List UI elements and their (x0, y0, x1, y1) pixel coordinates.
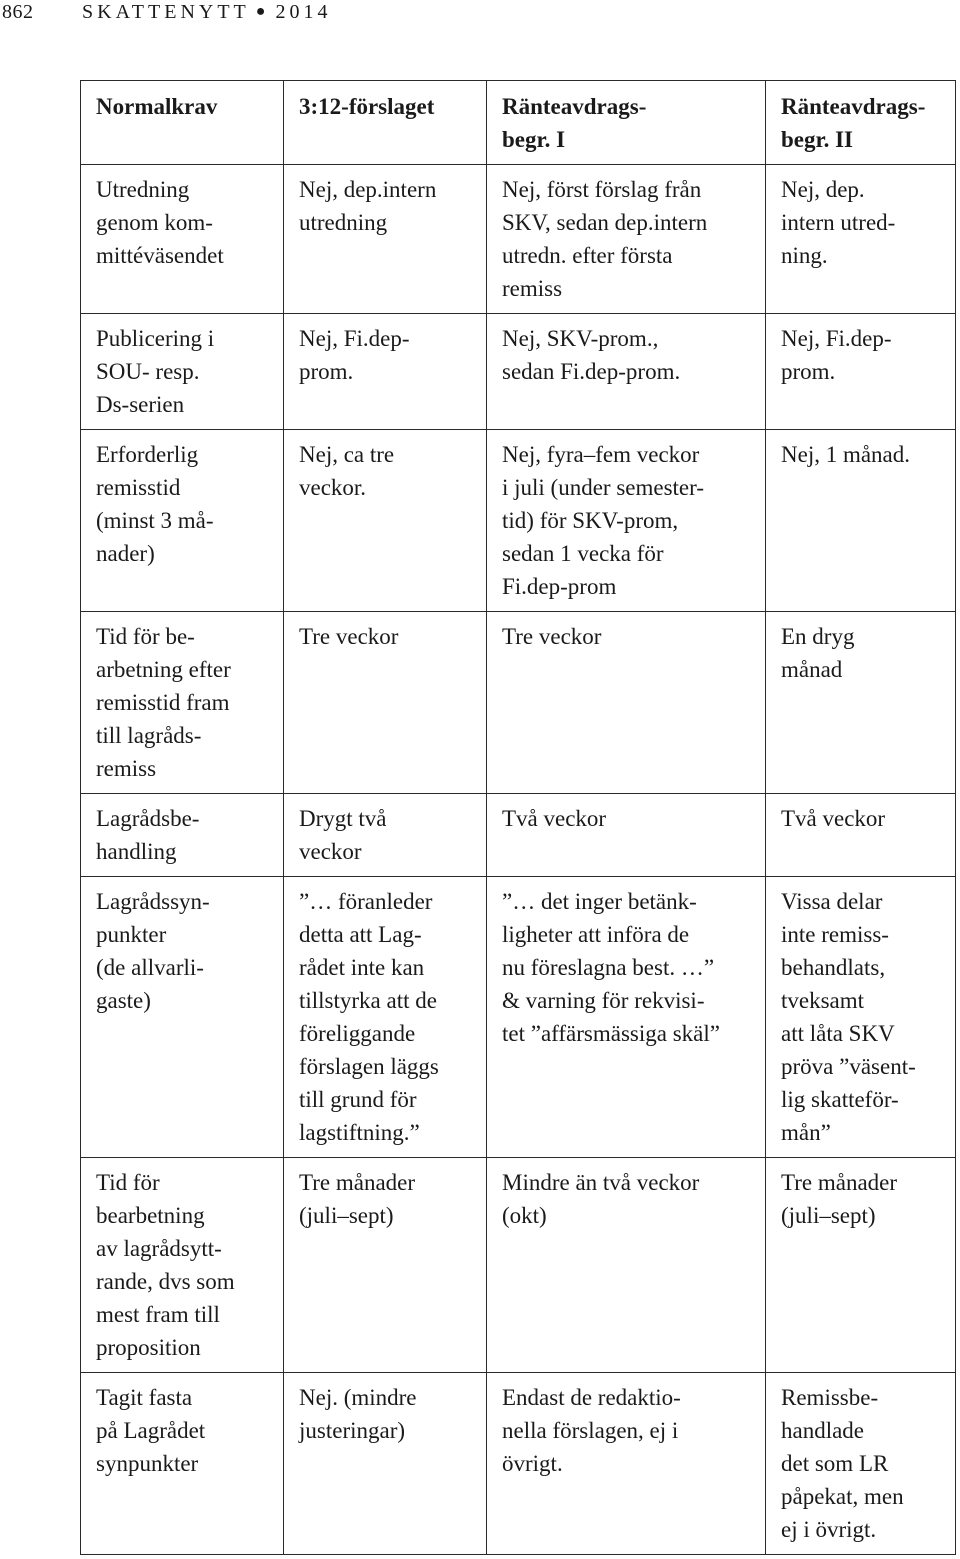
table-cell: Tre månader (juli–sept) (284, 1158, 487, 1373)
table-row (81, 165, 956, 314)
journal-year: 2014 (275, 1, 332, 23)
table-cell: Nej, dep. intern utred- ning. (766, 165, 956, 314)
row-requirement-cell: Tid för bearbetning av lagrådsytt- rande, dvs som mest fram till proposition (81, 1158, 284, 1373)
journal-title: SKATTENYTT (82, 1, 250, 23)
table-cell: Vissa delar inte remiss- behandlats, tveksamt att låta SKV pröva ”väsent- lig skatteför- mån” (766, 877, 956, 1158)
row-requirement-cell: Lagrådssyn- punkter (de allvarli- gaste) (81, 877, 284, 1158)
table-cell: Nej, dep.intern utredning (284, 165, 487, 314)
table-cell: Nej, ca tre veckor. (284, 430, 487, 612)
table-cell: ”… föranleder detta att Lag- rådet inte kan tillstyrka att de föreliggande förslagen läggs till grund för lagstiftning.” (284, 877, 487, 1158)
column-header: Normalkrav (81, 81, 284, 165)
row-requirement-cell: Publicering i SOU- resp. Ds-serien (81, 314, 284, 430)
table-cell: Nej, först förslag från SKV, sedan dep.intern utredn. efter första remiss (487, 165, 766, 314)
table-cell: ”… det inger betänk- ligheter att införa de nu föreslagna best. …” & varning för rekvisi- tet ”affärsmässiga skäl” (487, 877, 766, 1158)
row-requirement-cell: Erforderlig remisstid (minst 3 må- nader) (81, 430, 284, 612)
row-requirement-cell: Lagrådsbe- handling (81, 794, 284, 877)
bullet-separator-icon: ● (255, 3, 266, 20)
page-number: 862 (2, 1, 34, 23)
row-requirement-cell: Tid för be- arbetning efter remisstid fram till lagråds- remiss (81, 612, 284, 794)
table-cell: Nej, Fi.dep- prom. (284, 314, 487, 430)
column-header: Ränteavdrags- begr. I (487, 81, 766, 165)
table-cell: Två veckor (487, 794, 766, 877)
table-cell: Två veckor (766, 794, 956, 877)
row-requirement-cell: Tagit fasta på Lagrådet synpunkter (81, 1373, 284, 1555)
table-cell: Nej. (mindre justeringar) (284, 1373, 487, 1555)
table-row (81, 430, 956, 612)
table-cell: Drygt två veckor (284, 794, 487, 877)
table-row (81, 877, 956, 1158)
table-row (81, 314, 956, 430)
table-cell: Nej, fyra–fem veckor i juli (under semester- tid) för SKV-prom, sedan 1 vecka för Fi.dep-prom (487, 430, 766, 612)
table-cell: En dryg månad (766, 612, 956, 794)
table-cell: Tre månader (juli–sept) (766, 1158, 956, 1373)
table-cell: Nej, 1 månad. (766, 430, 956, 612)
table-cell: Mindre än två veckor (okt) (487, 1158, 766, 1373)
table-cell: Nej, SKV-prom., sedan Fi.dep-prom. (487, 314, 766, 430)
table-cell: Tre veckor (284, 612, 487, 794)
column-header: 3:12-förslaget (284, 81, 487, 165)
table-row (81, 612, 956, 794)
table-cell: Nej, Fi.dep- prom. (766, 314, 956, 430)
row-requirement-cell: Utredning genom kom- mittéväsendet (81, 165, 284, 314)
table-cell: Remissbe- handlade det som LR påpekat, men ej i övrigt. (766, 1373, 956, 1555)
table-cell: Endast de redaktio- nella förslagen, ej i övrigt. (487, 1373, 766, 1555)
column-header: Ränteavdrags- begr. II (766, 81, 956, 165)
running-header (0, 0, 331, 24)
table-header-row (81, 81, 956, 165)
comparison-table (80, 80, 956, 1555)
table-row (81, 1373, 956, 1555)
table-cell: Tre veckor (487, 612, 766, 794)
table-row (81, 1158, 956, 1373)
table-row (81, 794, 956, 877)
